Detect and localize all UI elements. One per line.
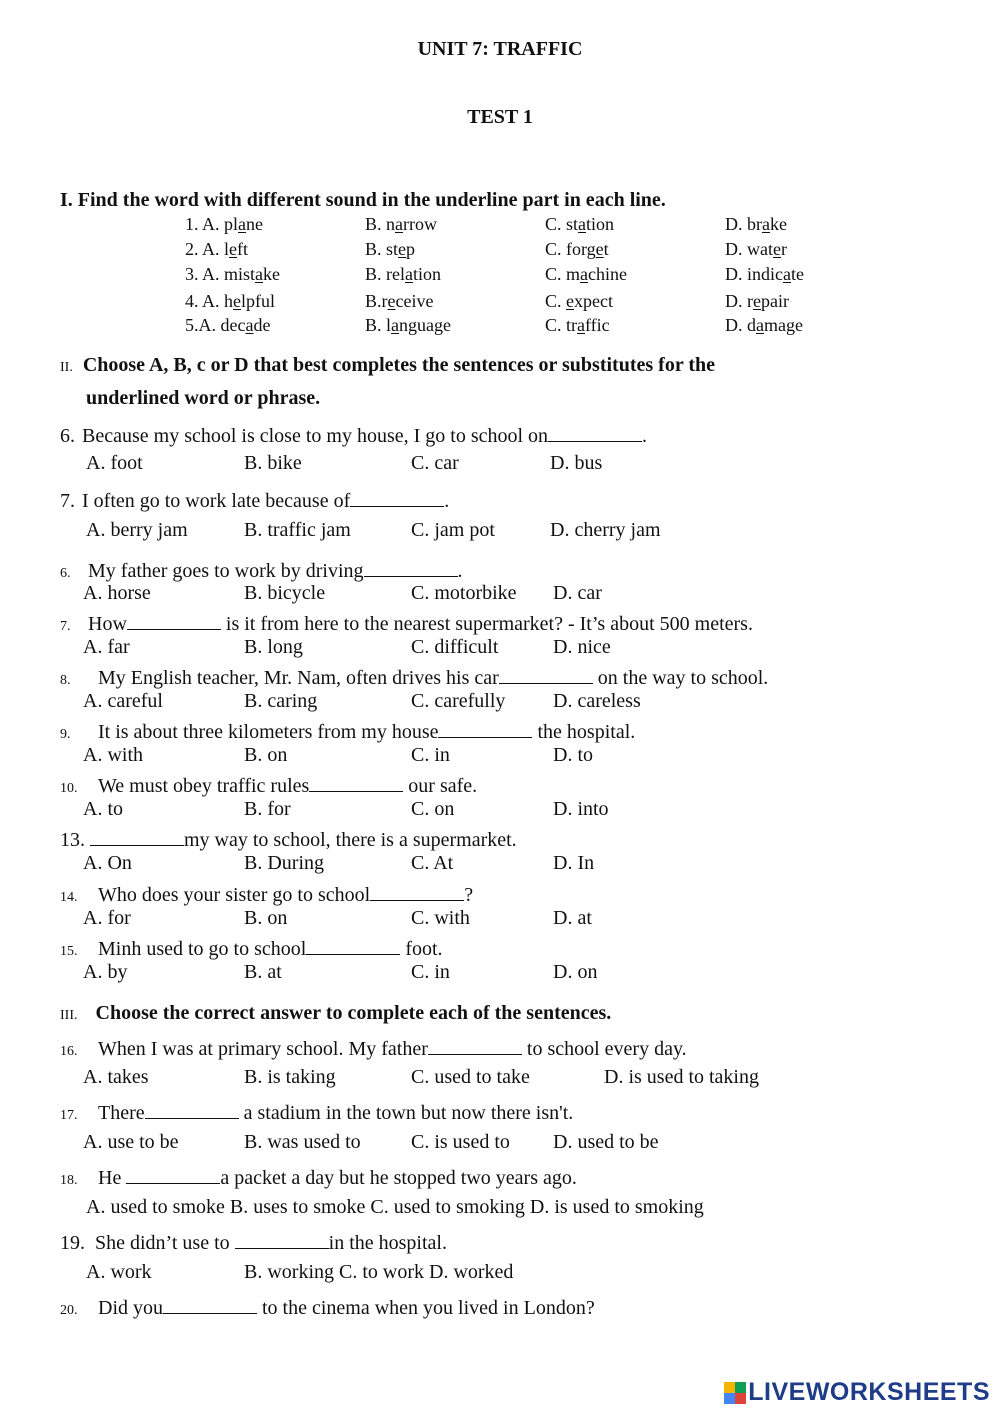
option-text-start: C. [545, 291, 567, 311]
question-number: 8. [60, 673, 71, 688]
option-text-end: rrow [403, 214, 438, 234]
option-text-end: nguage [399, 315, 451, 335]
pronunciation-option [365, 239, 415, 260]
answer-option: D. nice [553, 636, 611, 658]
answer-option: D. In [553, 852, 595, 874]
question-text-after: a stadium in the town but now there isn't. [238, 1102, 574, 1124]
section-3-heading [60, 1002, 611, 1025]
question-stem [60, 880, 473, 907]
answer-option: D. careless [553, 690, 641, 712]
answer-option: C. motorbike [411, 582, 517, 604]
pronunciation-option [545, 315, 610, 336]
underlined-letter: e [566, 291, 575, 311]
option-text-end: ft [237, 239, 249, 259]
pronunciation-option [545, 264, 627, 285]
answer-blank [126, 1163, 220, 1184]
answer-option: A. On [83, 852, 132, 874]
question-number: 13. [60, 829, 85, 851]
option-text-start: D. br [725, 214, 762, 234]
question-number: 15. [60, 944, 78, 959]
underlined-letter: a [238, 214, 247, 234]
underlined-letter: a [577, 315, 586, 335]
unit-title: UNIT 7: TRAFFIC [417, 38, 583, 60]
pronunciation-option [725, 315, 803, 336]
underlined-letter: a [395, 214, 404, 234]
answer-option: C. in [411, 961, 450, 983]
underlined-letter: a [580, 264, 589, 284]
answer-option: A. careful [83, 690, 163, 712]
answer-option: B. on [244, 907, 288, 929]
option-text-start: 2. A. l [185, 239, 230, 259]
underlined-letter: e [773, 239, 781, 259]
question-stem [60, 556, 463, 583]
question-text-after: a packet a day but he stopped two years ago. [220, 1167, 577, 1189]
question-stem [60, 825, 517, 852]
answer-option: C. on [411, 798, 455, 820]
answer-option: B. bike [244, 452, 302, 474]
underlined-letter: e [229, 239, 238, 259]
answer-option: B. at [244, 961, 282, 983]
answer-blank [364, 556, 458, 577]
question-number: 19. [60, 1232, 85, 1254]
option-text-start: 1. A. pl [185, 214, 239, 234]
answer-option: A. used to smoke B. uses to smoke C. used to smoking D. is used to smoking [86, 1196, 704, 1218]
answer-option: B. bicycle [244, 582, 326, 604]
section-3-heading-text: Choose the correct answer to complete each of the sentences. [95, 1002, 612, 1024]
question-text-after: our safe. [403, 775, 478, 797]
option-text-end: p [406, 239, 416, 259]
section-2-heading-line2: underlined word or phrase. [86, 387, 321, 409]
option-text-end: xpect [574, 291, 613, 311]
option-text-end: r [781, 239, 787, 259]
answer-option: B. traffic jam [244, 519, 351, 541]
underlined-letter: a [255, 264, 264, 284]
question-stem [60, 717, 635, 744]
pronunciation-option [365, 214, 437, 235]
question-stem [60, 486, 449, 513]
underlined-letter: a [783, 264, 791, 284]
question-text-before: It is about three kilometers from my house [98, 721, 439, 743]
answer-option: D. car [553, 582, 602, 604]
option-text-end: tion [586, 214, 615, 234]
option-text-start: B. l [365, 315, 392, 335]
option-text-end: ne [246, 214, 264, 234]
question-text-after: ? [464, 884, 474, 906]
pronunciation-option [185, 315, 270, 336]
underlined-letter: a [578, 214, 587, 234]
option-text-start: 5.A. dec [185, 315, 246, 335]
option-text-start: C. st [545, 214, 579, 234]
answer-blank [370, 880, 464, 901]
question-stem [60, 771, 477, 798]
liveworksheets-logo-text: LIVEWORKSHEETS [748, 1378, 990, 1406]
answer-option: D. at [553, 907, 592, 929]
answer-option: A. by [83, 961, 128, 983]
question-number: 7. [60, 490, 75, 512]
underlined-letter: a [245, 315, 254, 335]
section-3-number: III. [60, 1008, 78, 1023]
underlined-letter: e [398, 239, 407, 259]
question-text-before: I often go to work late because of [82, 490, 351, 512]
answer-option: C. car [411, 452, 459, 474]
pronunciation-option [185, 291, 275, 312]
question-text-after: is it from here to the nearest supermarket? - It’s about 500 meters. [220, 613, 753, 635]
answer-blank [428, 1034, 522, 1055]
pronunciation-option [545, 291, 613, 312]
option-text-start: 4. A. h [185, 291, 234, 311]
option-text-end: de [253, 315, 271, 335]
question-stem [60, 1034, 687, 1061]
answer-option: D. is used to taking [604, 1066, 759, 1088]
option-text-start: C. m [545, 264, 581, 284]
pronunciation-option [365, 264, 441, 285]
option-text-end: t [603, 239, 609, 259]
pronunciation-option [545, 239, 609, 260]
answer-option: A. work [86, 1261, 152, 1283]
question-number: 17. [60, 1108, 78, 1123]
option-text-end: lpful [241, 291, 276, 311]
question-number: 20. [60, 1303, 78, 1318]
question-number: 6. [60, 425, 75, 447]
answer-blank [499, 663, 593, 684]
option-text-end: te [791, 264, 804, 284]
underlined-letter: a [756, 315, 764, 335]
liveworksheets-logo [724, 1378, 990, 1407]
answer-option: A. use to be [83, 1131, 179, 1153]
answer-blank [235, 1228, 329, 1249]
underlined-letter: a [405, 264, 413, 284]
question-text-before: She didn’t use to [95, 1232, 235, 1254]
question-text-after: foot. [400, 938, 443, 960]
answer-option: C. carefully [411, 690, 506, 712]
answer-option: B. for [244, 798, 291, 820]
question-text-after: in the hospital. [328, 1232, 447, 1254]
question-text-after: the hospital. [532, 721, 636, 743]
option-text-start: B. n [365, 214, 396, 234]
option-text-start: C. forg [545, 239, 596, 259]
underlined-letter: a [391, 315, 400, 335]
answer-blank [309, 771, 403, 792]
question-stem [60, 934, 443, 961]
pronunciation-option [185, 264, 280, 285]
answer-option: B. working C. to work D. worked [244, 1261, 514, 1283]
option-text-end: chine [588, 264, 627, 284]
answer-option: A. horse [83, 582, 151, 604]
answer-option: C. is used to [411, 1131, 510, 1153]
underlined-letter: e [233, 291, 242, 311]
question-number: 16. [60, 1044, 78, 1059]
pronunciation-option [545, 214, 614, 235]
question-text-after: to the cinema when you lived in London? [257, 1297, 595, 1319]
liveworksheets-logo-icon [724, 1382, 746, 1404]
option-text-start: B.r [365, 291, 388, 311]
pronunciation-option [725, 264, 804, 285]
section-2-heading [60, 354, 715, 377]
test-title: TEST 1 [467, 106, 533, 128]
option-text-start: D. r [725, 291, 753, 311]
question-text-before: My father goes to work by driving [88, 560, 364, 582]
option-text-start: D. d [725, 315, 756, 335]
answer-option: B. caring [244, 690, 318, 712]
answer-option: A. with [83, 744, 143, 766]
underlined-letter: e [595, 239, 604, 259]
answer-option: A. far [83, 636, 130, 658]
answer-option: C. jam pot [411, 519, 495, 541]
answer-option: D. cherry jam [550, 519, 661, 541]
question-text-before: He [98, 1167, 127, 1189]
question-number: 10. [60, 781, 78, 796]
section-1-heading: I. Find the word with different sound in the underline part in each line. [60, 189, 666, 211]
answer-option: C. difficult [411, 636, 499, 658]
question-number: 14. [60, 890, 78, 905]
answer-option: B. During [244, 852, 324, 874]
section-2-number: II. [60, 360, 73, 375]
option-text-end: ke [263, 264, 281, 284]
question-number: 7. [60, 619, 71, 634]
answer-option: D. to [553, 744, 593, 766]
answer-blank [438, 717, 532, 738]
question-number: 6. [60, 566, 71, 581]
option-text-end: mage [764, 315, 803, 335]
question-number: 18. [60, 1173, 78, 1188]
option-text-end: tion [413, 264, 442, 284]
question-text-after: . [642, 425, 648, 447]
question-text-before: We must obey traffic rules [98, 775, 310, 797]
question-stem [60, 1163, 577, 1190]
question-stem [60, 1228, 447, 1255]
answer-option: C. with [411, 907, 470, 929]
pronunciation-option [725, 214, 787, 235]
answer-option: A. foot [86, 452, 143, 474]
question-text-before: My English teacher, Mr. Nam, often drives his car [98, 667, 499, 689]
answer-option: A. to [83, 798, 123, 820]
answer-blank [350, 486, 444, 507]
question-text-before: Because my school is close to my house, I go to school on [82, 425, 549, 447]
option-text-start: B. rel [365, 264, 405, 284]
question-text-after: on the way to school. [592, 667, 769, 689]
answer-blank [90, 825, 184, 846]
answer-option: D. on [553, 961, 598, 983]
question-stem [60, 663, 768, 690]
answer-option: B. long [244, 636, 303, 658]
option-text-start: C. tr [545, 315, 578, 335]
pronunciation-option [365, 291, 433, 312]
question-text-before: How [88, 613, 127, 635]
option-text-start: B. st [365, 239, 399, 259]
option-text-end: pair [761, 291, 789, 311]
question-text-after: . [457, 560, 463, 582]
pronunciation-option [185, 239, 248, 260]
underlined-letter: e [387, 291, 396, 311]
answer-blank [306, 934, 400, 955]
question-text-after: to school every day. [521, 1038, 687, 1060]
answer-option: A. takes [83, 1066, 149, 1088]
underlined-letter: e [753, 291, 761, 311]
question-text-after: . [444, 490, 450, 512]
option-text-end: ffic [585, 315, 610, 335]
answer-blank [127, 609, 221, 630]
question-text-before: Who does your sister go to school [98, 884, 371, 906]
question-text-before: There [98, 1102, 145, 1124]
option-text-end: ke [770, 214, 787, 234]
option-text-start: D. wat [725, 239, 773, 259]
pronunciation-option [725, 239, 787, 260]
pronunciation-option [185, 214, 263, 235]
answer-option: C. in [411, 744, 450, 766]
option-text-start: D. indic [725, 264, 783, 284]
answer-blank [548, 421, 642, 442]
answer-option: B. is taking [244, 1066, 336, 1088]
pronunciation-option [725, 291, 789, 312]
answer-option: D. into [553, 798, 609, 820]
answer-option: D. used to be [553, 1131, 659, 1153]
question-stem [60, 1293, 595, 1320]
answer-option: D. bus [550, 452, 603, 474]
question-text-before: Minh used to go to school [98, 938, 307, 960]
question-stem [60, 421, 647, 448]
answer-option: A. for [83, 907, 131, 929]
answer-option: C. At [411, 852, 454, 874]
answer-blank [145, 1098, 239, 1119]
option-text-end: ceive [395, 291, 434, 311]
question-stem [60, 1098, 573, 1125]
answer-option: A. berry jam [86, 519, 188, 541]
option-text-start: 3. A. mist [185, 264, 256, 284]
section-2-heading-line1: Choose A, B, c or D that best completes the sentences or substitutes for the [82, 354, 715, 376]
answer-blank [163, 1293, 257, 1314]
underlined-letter: a [762, 214, 770, 234]
answer-option: C. used to take [411, 1066, 530, 1088]
pronunciation-option [365, 315, 451, 336]
question-stem [60, 609, 753, 636]
question-text-after: my way to school, there is a supermarket. [184, 829, 517, 851]
question-text-before: Did you [98, 1297, 163, 1319]
question-number: 9. [60, 727, 71, 742]
answer-option: B. on [244, 744, 288, 766]
question-text-before: When I was at primary school. My father [98, 1038, 428, 1060]
answer-option: B. was used to [244, 1131, 361, 1153]
